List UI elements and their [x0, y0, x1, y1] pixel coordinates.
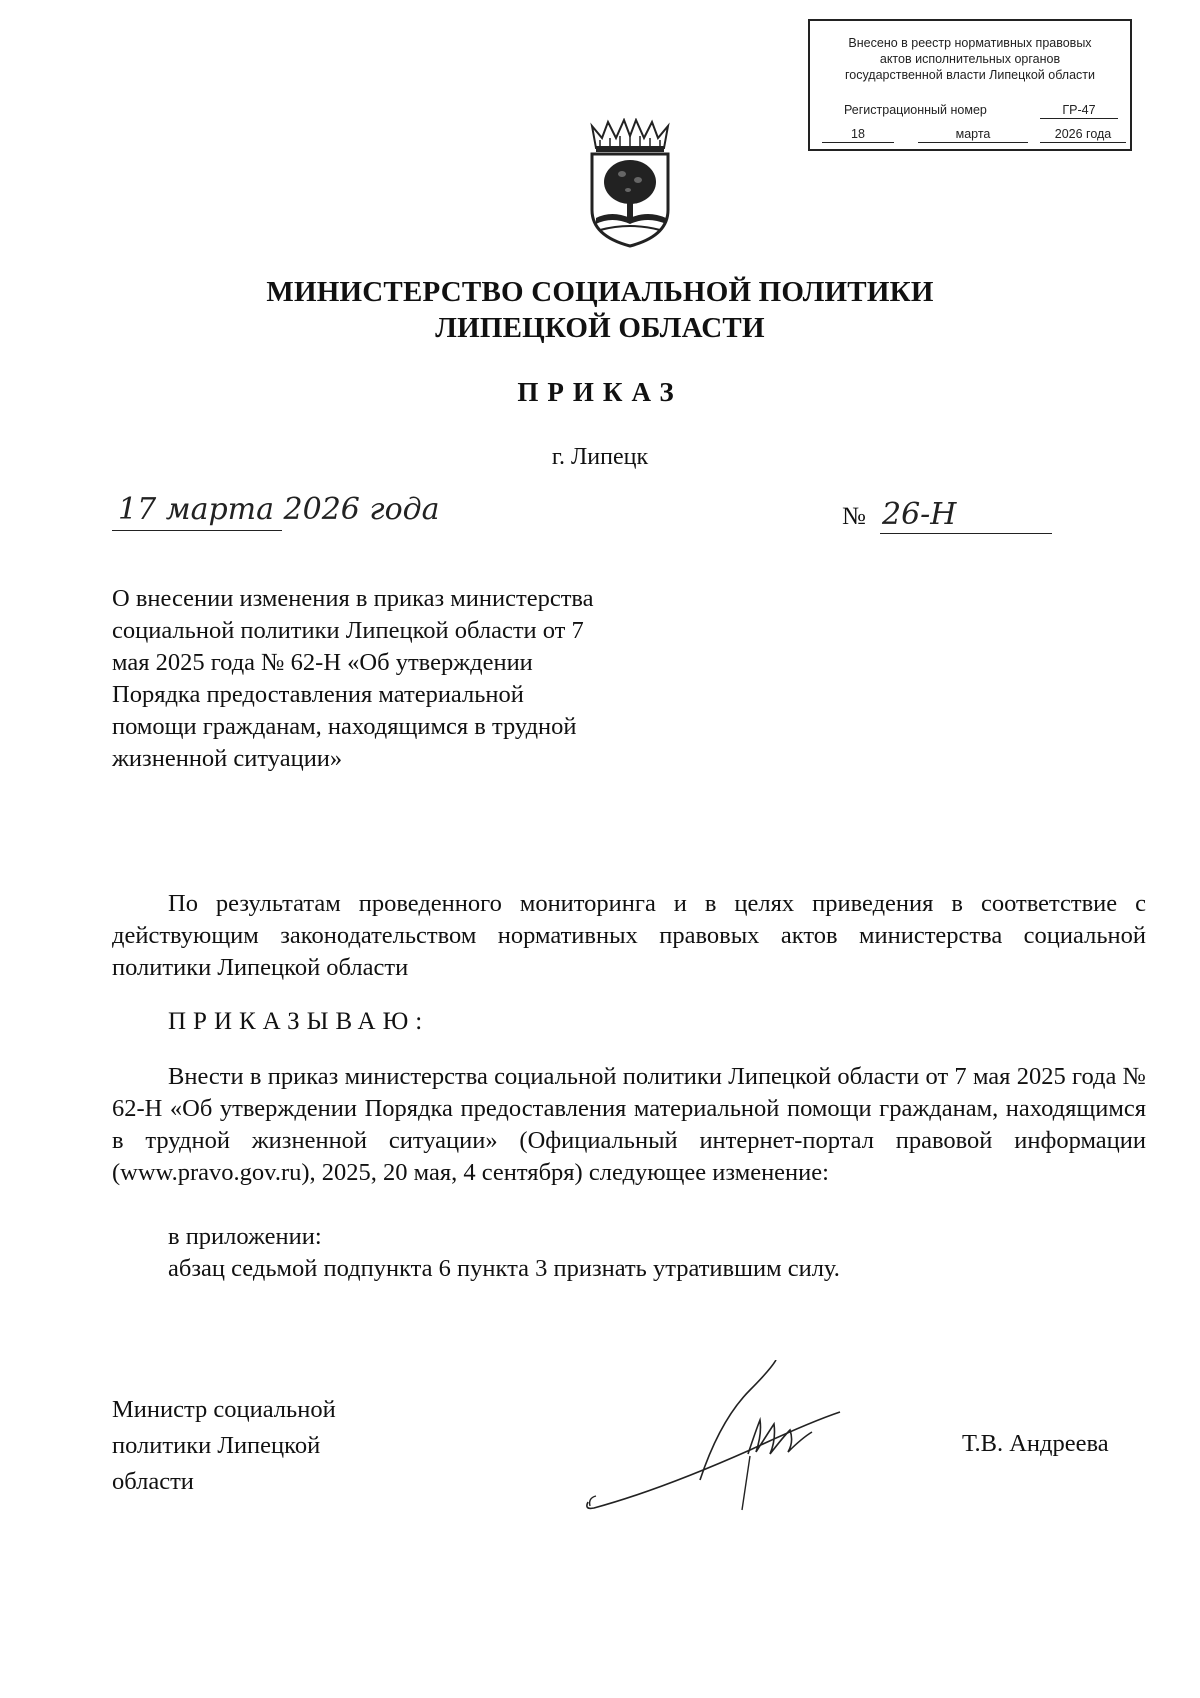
coat-of-arms-icon [582, 118, 678, 250]
order-number [842, 497, 1052, 537]
directive: ПРИКАЗЫВАЮ: [168, 1008, 430, 1035]
number-underline [880, 533, 1052, 534]
stamp-day: 18 [822, 126, 894, 143]
order-subject: О внесении изменения в приказ министерства социальной политики Липецкой области от 7 мая 2025 года № 62-Н «Об утверждении Порядка предоставления материальной помощи гражданам, находящимся в трудной жизненной ситуации» [112, 585, 594, 772]
order-number-handwritten: 26-Н [882, 497, 957, 532]
stamp-year: 2026 года [1040, 126, 1126, 143]
body-item-2: абзац седьмой подпункта 6 пункта 3 признать утратившим силу. [168, 1255, 840, 1282]
signatory-name: Т.В. Андреева [962, 1430, 1109, 1457]
ministry-name-line-2: ЛИПЕЦКОЙ ОБЛАСТИ [435, 312, 765, 344]
number-label: № [842, 503, 866, 530]
handwritten-signature [580, 1360, 870, 1520]
stamp-line-3: государственной власти Липецкой области [844, 68, 1096, 82]
order-date-handwritten: 17 марта 2026 года [118, 492, 440, 527]
signatory-position-line-1: Министр социальной [112, 1396, 336, 1423]
stamp-reg-number: ГР-47 [1040, 102, 1118, 119]
date-underline [112, 530, 282, 531]
city: г. Липецк [551, 444, 649, 470]
stamp-line-1: Внесено в реестр нормативных правовых [848, 36, 1092, 50]
ministry-name-line-1: МИНИСТЕРСТВО СОЦИАЛЬНОЙ ПОЛИТИКИ [266, 276, 934, 308]
document-type: ПРИКАЗ [517, 377, 683, 407]
stamp-line-2: актов исполнительных органов [879, 52, 1061, 66]
signatory-position-line-3: области [112, 1468, 194, 1495]
stamp-reg-label: Регистрационный номер [844, 103, 987, 117]
body-main: Внести в приказ министерства социальной политики Липецкой области от 7 мая 2025 года № 62-Н «Об утверждении Порядка предоставления материальной помощи гражданам, находящимся в трудной жизненной ситуации» (Официальный интернет-портал правовой информации (www.pravo.gov.ru), 2025, 20 мая, 4 сентября) следующее изменение: [112, 1063, 1146, 1186]
signatory-position [112, 1392, 336, 1500]
signatory-position-line-2: политики Липецкой [112, 1432, 321, 1459]
registry-stamp [808, 19, 1132, 151]
body-item-1: в приложении: [168, 1223, 322, 1250]
preamble: По результатам проведенного мониторинга и в целях приведения в соответствие с действующим законодательством нормативных правовых актов министерства социальной политики Липецкой области [112, 890, 1146, 981]
stamp-month: марта [918, 126, 1028, 143]
